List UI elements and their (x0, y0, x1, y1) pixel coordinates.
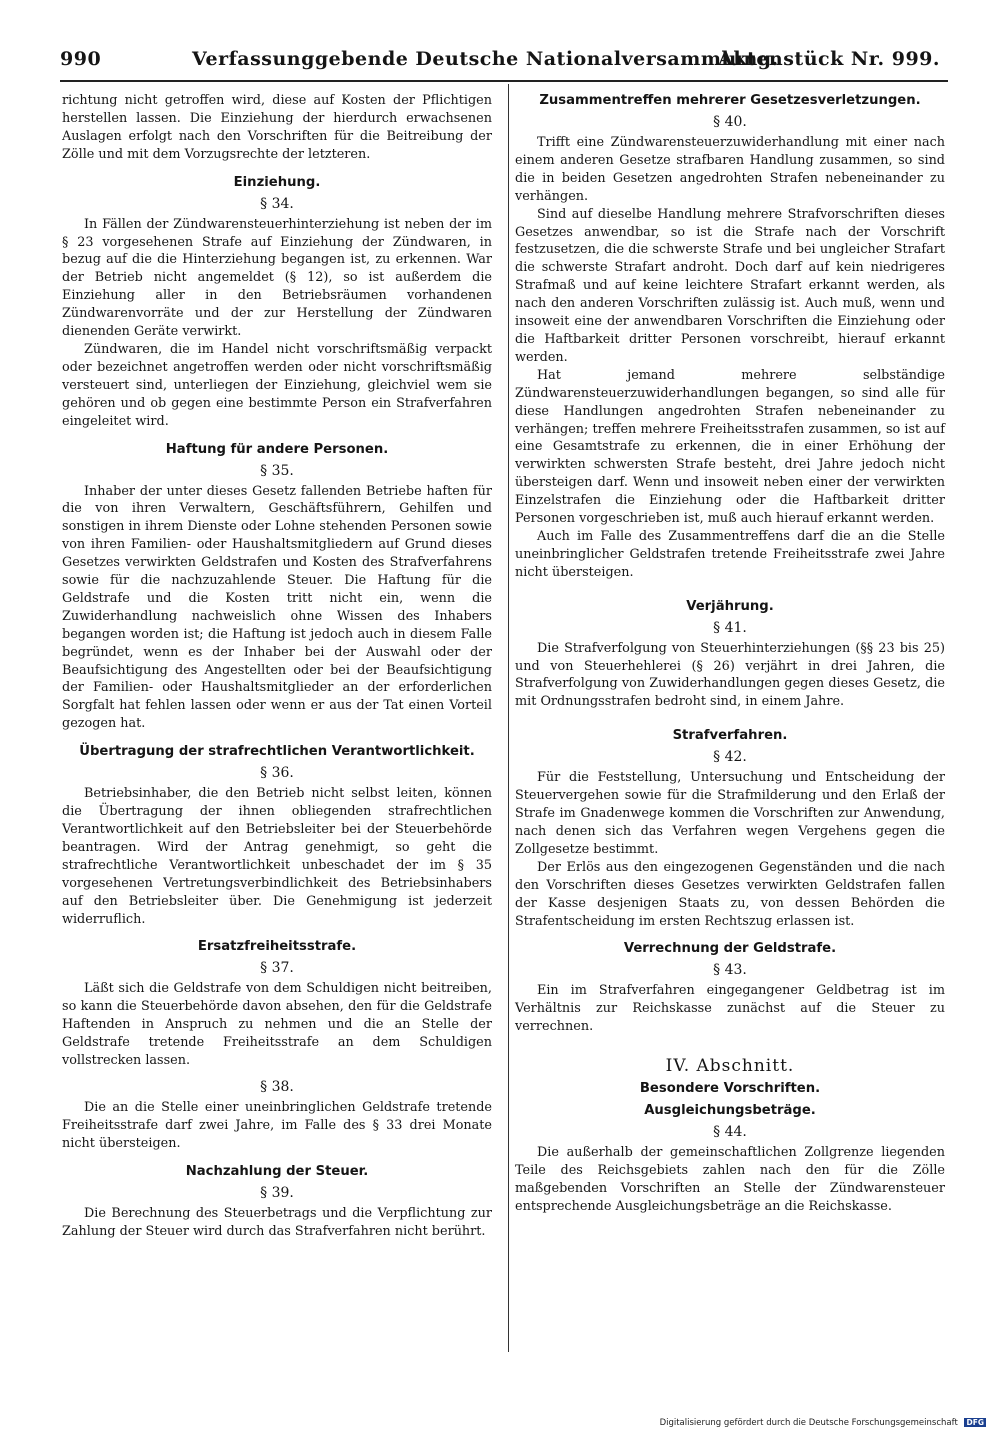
section-heading: Zusammentreffen mehrerer Gesetzesverletzungen. (539, 93, 921, 108)
section-number: § 34. (260, 195, 294, 212)
right-column (515, 92, 945, 1216)
section-number: § 35. (260, 462, 294, 479)
paragraph: In Fällen der Zündwarensteuerhinterziehung ist neben der im § 23 vorgesehenen Strafe auf Einziehung der Zündwaren, in bezug auf die die Hinterziehung begangen ist, zu erkennen. War der Betrieb nicht angemeldet (§ 12), so ist außerdem die Einziehung aller in den Betriebsräumen vorhandenen Zündwarenvorräte und der zur Herstellung der Zündwaren dienenden Geräte verwirkt. (62, 216, 492, 340)
paragraph: Die an die Stelle einer uneinbringlichen Geldstrafe tretende Freiheitsstrafe darf zwei Jahre, im Falle des § 33 drei Monate nicht übersteigen. (62, 1099, 492, 1151)
paragraph: Betriebsinhaber, die den Betrieb nicht selbst leiten, können die Übertragung der ihnen obliegenden strafrechtlichen Verantwortlichkeit auf den Betriebsleiter bei der Steuerbehörde beantragen. Wird der Antrag genehmigt, so geht die strafrechtliche Verantwortlichkeit unbeschadet der im § 35 vorgesehenen Vertretungsverbindlichkeit des Betriebsinhabers auf den Betriebsleiter über. Die Genehmigung ist jederzeit widerruflich. (62, 786, 492, 927)
section-number: § 42. (713, 749, 747, 766)
paragraph: richtung nicht getroffen wird, diese auf Kosten der Pflichtigen herstellen lassen. Die Einziehung der hierdurch erwachsenen Auslagen erfolgt nach den Vorschriften für die Beitreibung der Zölle und mit dem Vorzugsrechte der letzteren. (62, 93, 492, 162)
section-number: § 38. (260, 1078, 294, 1095)
paragraph: Inhaber der unter dieses Gesetz fallenden Betriebe haften für die von ihren Verwaltern, Geschäftsführern, Gehilfen und sonstigen in ihrem Dienste oder Lohne stehenden Personen sowie von ihren Familien- oder Haushaltsmitgliedern auf Grund dieses Gesetzes verwirkten Geldstrafen und Kosten des Strafverfahrens sowie für die nachzuzahlende Steuer. Die Haftung für die Geldstrafe und die Kosten tritt nicht ein, wenn die Zuwiderhandlung nachweislich ohne Wissen des Inhabers begangen worden ist; die Haftung ist jedoch auch in diesem Falle begründet, wenn es der Inhaber bei der Auswahl oder der Beaufsichtigung des Angestellten oder bei der Beaufsichtigung der Familien- oder Haushaltsmitglieder an der erforderlichen Sorgfalt hat fehlen lassen oder wenn er aus der Tat einen Vorteil gezogen hat. (62, 483, 492, 732)
section-subheading: Ausgleichungsbeträge. (644, 1103, 816, 1119)
section-number: § 37. (260, 960, 294, 977)
paragraph: Trifft eine Zündwarensteuerzuwiderhandlung mit einer nach einem anderen Gesetze strafbaren Handlung zusammen, so sind die in beiden Gesetzen angedrohten Strafen nebeneinander zu verhängen. (515, 135, 945, 204)
paragraph: Hat jemand mehrere selbständige Zündwarensteuerzuwiderhandlungen begangen, so sind alle für diese Handlungen angedrohten Strafen nebeneinander zu verhängen; treffen mehrere Freiheitsstrafen zusammen, so ist auf eine Gesamtstrafe zu erkennen, die in einer Erhöhung der verwirkten schwersten Strafe besteht, drei Jahre jedoch nicht übersteigen darf. Wenn und insoweit neben einer der verwirkten Einzelstrafen die Einziehung oder die Haftbarkeit dritter Personen vorgeschrieben ist, muß auch hierauf erkannt werden. (515, 367, 945, 527)
paragraph: Läßt sich die Geldstrafe von dem Schuldigen nicht beitreiben, so kann die Steuerbehörde davon absehen, den für die Geldstrafe Haftenden in Anspruch zu nehmen und die an Stelle der Geldstrafe tretende Freiheitsstrafe an dem Schuldigen vollstrecken lassen. (62, 981, 492, 1069)
page-number: 990 (60, 48, 102, 70)
column-divider (508, 84, 509, 1352)
digitization-credit (660, 1418, 986, 1432)
section-heading: Übertragung der strafrechtlichen Verantwortlichkeit. (79, 744, 475, 760)
section-heading: Einziehung. (233, 174, 321, 190)
paragraph: Sind auf dieselbe Handlung mehrere Strafvorschriften dieses Gesetzes anwendbar, so ist die Strafe nach der Vorschrift festzusetzen, die die schwerste Strafe und bei ungleicher Strafart die schwerste Strafart androht. Doch darf auf kein niedrigeres Strafmaß und auf keine leichtere Strafart erkannt werden, als nach den anderen Vorschriften zulässig ist. Auch muß, wenn und insoweit eine der anwendbaren Vorschriften die Einziehung oder die Haftbarkeit dritter Personen vorschreibt, hierauf erkannt werden. (515, 206, 945, 365)
section-heading: Verrechnung der Geldstrafe. (623, 941, 837, 957)
header-rule (60, 80, 948, 82)
paragraph: Die außerhalb der gemeinschaftlichen Zollgrenze liegenden Teile des Reichsgebiets zahlen nach den für die Zölle maßgebenden Vorschriften an Stelle der Zündwarensteuer entsprechende Ausgleichungsbeträge an die Reichskasse. (515, 1145, 945, 1214)
section-heading: Nachzahlung der Steuer. (185, 1163, 369, 1179)
paragraph: Für die Feststellung, Untersuchung und Entscheidung der Steuervergehen sowie für die Strafmilderung und den Erlaß der Strafe im Gnadenwege kommen die Vorschriften zur Anwendung, nach denen sich das Verfahren wegen Vergehens gegen die Zollgesetze bestimmt. (515, 770, 945, 857)
paragraph: Der Erlös aus den eingezogenen Gegenständen und die nach den Vorschriften dieses Gesetzes verwirkten Geldstrafen fallen der Kasse desjenigen Staats zu, von dessen Behörden die Strafentscheidung im ersten Rechtszug erlassen ist. (515, 859, 945, 929)
section-number: § 40. (713, 114, 747, 130)
running-header (60, 48, 940, 76)
paragraph: Die Berechnung des Steuerbetrags und die Verpflichtung zur Zahlung der Steuer wird durch das Strafverfahren nicht berührt. (62, 1205, 492, 1239)
left-column (62, 92, 492, 1241)
dfg-logo: DFG (966, 1418, 984, 1427)
section-number: § 36. (260, 765, 294, 782)
section-heading: Haftung für andere Personen. (165, 441, 389, 457)
section-heading: Verjährung. (686, 598, 774, 614)
chapter-heading: IV. Abschnitt. (665, 1056, 795, 1077)
credit-text: Digitalisierung gefördert durch die Deutsche Forschungsgemeinschaft (659, 1418, 958, 1428)
paragraph: Ein im Strafverfahren eingegangener Geldbetrag ist im Verhältnis zur Reichskasse zunächst auf die Steuer zu verrechnen. (515, 983, 945, 1035)
running-title: Verfassunggebende Deutsche Nationalversammlung. (192, 48, 779, 70)
section-heading: Strafverfahren. (672, 728, 788, 744)
section-number: § 43. (713, 962, 747, 979)
section-number: § 44. (713, 1124, 747, 1141)
paragraph: Auch im Falle des Zusammentreffens darf die an die Stelle uneinbringlicher Geldstrafen tretende Freiheitsstrafe zwei Jahre nicht übersteigen. (515, 528, 945, 580)
paragraph: Die Strafverfolgung von Steuerhinterziehungen (§§ 23 bis 25) und von Steuerhehlerei (§ 26) verjährt in drei Jahren, die Strafverfolgung von Zuwiderhandlungen gegen dieses Gesetz, die mit Ordnungsstrafen bedroht sind, in einem Jahre. (515, 640, 945, 710)
section-number: § 39. (260, 1184, 294, 1201)
paragraph: Zündwaren, die im Handel nicht vorschriftsmäßig verpackt oder bezeichnet angetroffen werden oder nicht vorschriftsmäßig versteuert sind, unterliegen der Einziehung, gleichviel wem sie gehören und ob gegen eine bestimmte Person ein Strafverfahren eingeleitet wird. (62, 341, 492, 429)
section-heading: Besondere Vorschriften. (639, 1081, 821, 1097)
document-reference: Aktenstück Nr. 999. (718, 48, 940, 70)
section-heading: Ersatzfreiheitsstrafe. (197, 939, 357, 955)
section-number: § 41. (713, 619, 747, 636)
